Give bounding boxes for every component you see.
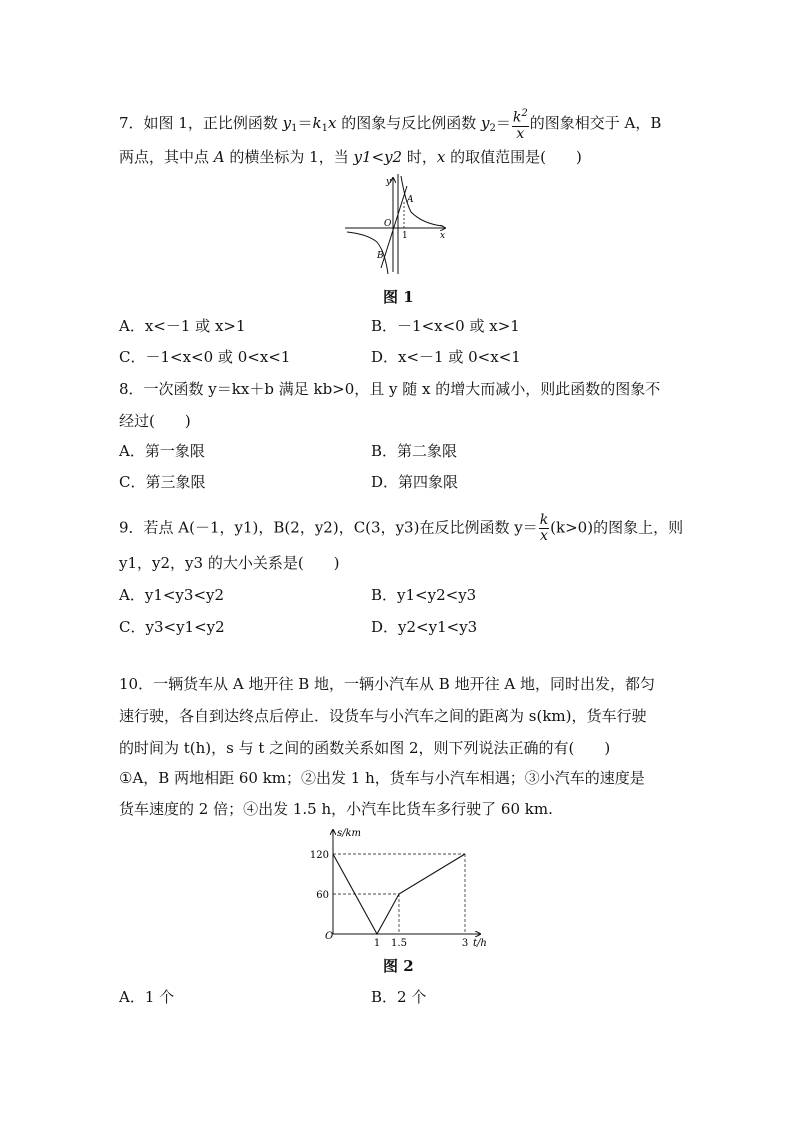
point-b-label: B	[377, 251, 384, 261]
q9-stem-line2: y1，y2，y3 的大小关系是( )	[119, 554, 340, 572]
q7-option-d[interactable]: D．x<－1 或 0<x<1	[371, 348, 521, 366]
q8-option-c[interactable]: C．第三象限	[119, 473, 206, 491]
tick-1-label: 1	[402, 231, 408, 241]
figure-2-caption: 图 2	[383, 957, 414, 975]
q7-option-a[interactable]: A．x<－1 或 x>1	[119, 317, 246, 335]
q9-option-c[interactable]: C．y3<y1<y2	[119, 618, 225, 636]
q8-option-b[interactable]: B．第二象限	[371, 442, 458, 460]
x-axis-label: t/h	[473, 938, 487, 949]
q10-stem-line2: 速行驶，各自到达终点后停止．设货车与小汽车之间的距离为 s(km)，货车行驶	[119, 707, 647, 725]
x-tick-label: 1.5	[391, 938, 407, 949]
q8-option-d[interactable]: D．第四象限	[371, 473, 459, 491]
x-tick-label: 3	[461, 938, 469, 949]
q10-stem-line3: 的时间为 t(h)，s 与 t 之间的函数关系如图 2，则下列说法正确的有( )	[119, 739, 611, 757]
origin-label: O	[325, 931, 334, 942]
q7-fraction: $\frac{k^2}{x}$	[512, 108, 528, 142]
q9-option-a[interactable]: A．y1<y3<y2	[119, 586, 225, 604]
q10-stem-line5: 货车速度的 2 倍；④出发 1.5 h，小汽车比货车多行驶了 60 km.	[119, 800, 553, 818]
x-label: x	[440, 231, 446, 241]
y-axis-label: s/km	[337, 828, 362, 839]
q7-option-c[interactable]: C．－1<x<0 或 0<x<1	[119, 348, 291, 366]
figure-1-caption: 图 1	[383, 288, 414, 306]
q7-stem-line1: 7．如图 1，正比例函数 $y_1=k_1x$ 的图象与反比例函数 $y_2=$ $\frac{k^2}{x}$ 的图象相交于 A，B	[119, 108, 662, 142]
q9-option-b[interactable]: B．y1<y2<y3	[371, 586, 477, 604]
q10-stem-line1: 10．一辆货车从 A 地开往 B 地，一辆小汽车从 B 地开往 A 地，同时出发，都匀	[119, 675, 655, 693]
q9-stem-line1: 9．若点 A(－1，y1)，B(2，y2)，C(3，y3)在反比例函数 y＝ $\frac{k}{x}$ (k>0)的图象上，则	[119, 512, 684, 544]
q9-fraction: $\frac{k}{x}$	[539, 512, 549, 544]
figure-2-chart	[305, 824, 495, 950]
point-a-label: A	[407, 195, 414, 205]
figure-1-graph	[343, 172, 453, 277]
y-tick-label: 60	[316, 890, 329, 901]
y-tick-label: 120	[309, 850, 329, 861]
origin-label: O	[384, 219, 392, 229]
q7-option-b[interactable]: B．－1<x<0 或 x>1	[371, 317, 520, 335]
q10-stem-line4: ①A，B 两地相距 60 km；②出发 1 h，货车与小汽车相遇；③小汽车的速度是	[119, 769, 645, 787]
y-label: y	[386, 177, 392, 187]
q8-stem-line2: 经过( )	[119, 412, 191, 430]
q7-stem-line2: 两点，其中点 A 的横坐标为 1，当 y1<y2 时，x 的取值范围是( )	[119, 148, 582, 166]
q9-option-d[interactable]: D．y2<y1<y3	[371, 618, 478, 636]
q10-option-a[interactable]: A．1 个	[119, 988, 175, 1006]
q8-option-a[interactable]: A．第一象限	[119, 442, 205, 460]
q10-option-b[interactable]: B．2 个	[371, 988, 427, 1006]
q8-stem-line1: 8．一次函数 y＝kx＋b 满足 kb>0，且 y 随 x 的增大而减小，则此函数的图象不	[119, 380, 661, 398]
x-tick-label: 1	[373, 938, 381, 949]
